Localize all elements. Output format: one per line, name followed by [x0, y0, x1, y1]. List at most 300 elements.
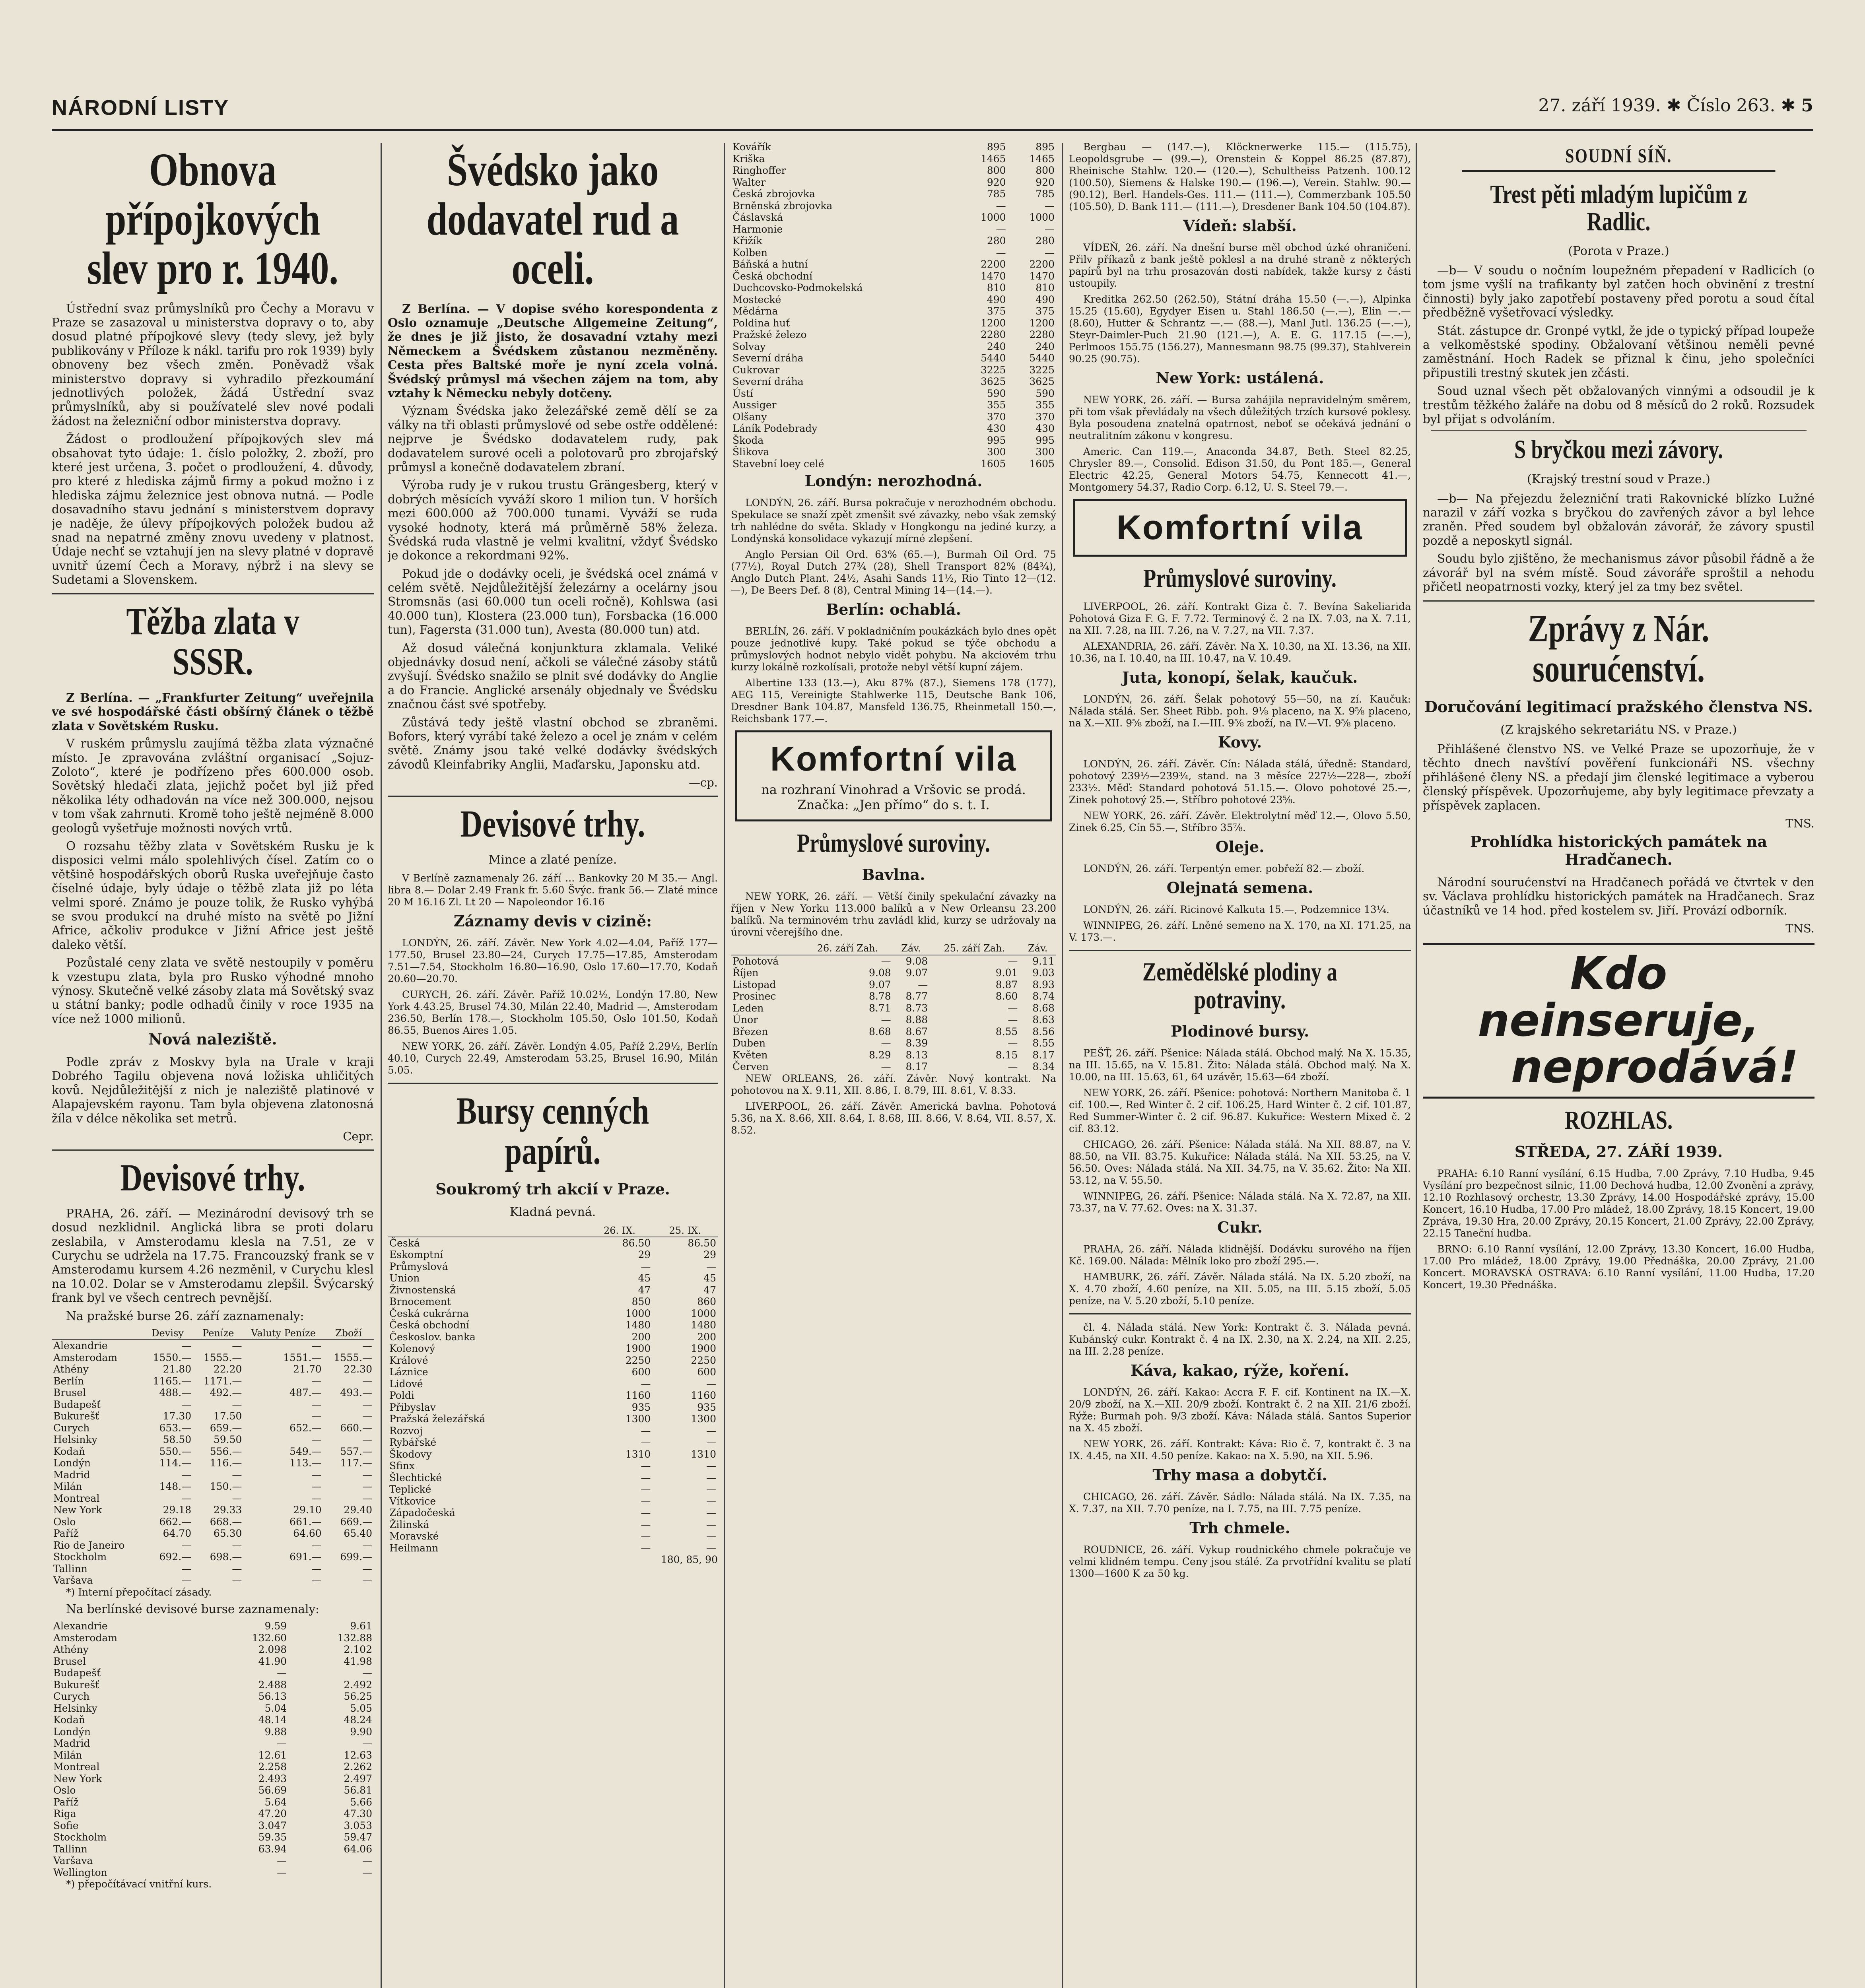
table-cell: — — [881, 1037, 891, 1049]
table-cell: 1160 — [691, 1390, 716, 1402]
table-row — [52, 1656, 374, 1668]
table-cell: — — [362, 1866, 372, 1878]
row-label: Prosinec — [732, 990, 776, 1002]
headline-obnova-slev: Obnova přípojkových slev pro r. 1940. — [87, 144, 338, 294]
table-cell: 86.50 — [688, 1237, 716, 1249]
table-cell: 370 — [1035, 411, 1055, 423]
table-row — [388, 1308, 718, 1320]
table-cell: — — [641, 1460, 651, 1472]
table-row — [388, 1519, 718, 1531]
table-row — [52, 1738, 374, 1749]
row-label: Lidové — [389, 1378, 423, 1390]
table-cell: — — [881, 955, 891, 967]
table-cell: — — [706, 1472, 716, 1483]
row-label: Eskomptní — [389, 1249, 443, 1261]
headline-rozhlas: ROZHLAS. — [1564, 1105, 1673, 1135]
subheading: Berlín: ochablá. — [826, 600, 961, 618]
table-cell: 1000 — [1029, 212, 1055, 223]
table-cell: 22.20 — [213, 1363, 242, 1375]
table-cell: 1300 — [691, 1413, 716, 1425]
table-row — [731, 270, 1056, 282]
table-cell: 12.63 — [344, 1749, 372, 1761]
page-number: 5 — [1801, 95, 1813, 116]
table-row — [52, 1855, 374, 1867]
table-cell: — — [181, 1539, 192, 1551]
row-label: Česká — [389, 1237, 420, 1249]
table-row — [388, 1272, 718, 1284]
table-header-cell: 25. září Zah. — [929, 942, 1019, 955]
table-header-cell — [52, 1327, 142, 1340]
table-cell: — — [232, 1563, 242, 1574]
table-cell: 9.07 — [905, 967, 928, 979]
row-label: Bukurešť — [53, 1679, 99, 1691]
paragraph: Soud uznal všech pět obžalovaných vinnými a odsoudil je k trestům těžkého žaláře na dobu od 8 měsíců do 2 roků. Rozsudek byl přijat s odvoláním. — [1423, 384, 1814, 426]
table-cell: 8.56 — [1032, 1025, 1055, 1037]
table-row — [52, 1820, 374, 1832]
table-row — [388, 1249, 718, 1261]
paragraph: Až dosud válečná konjunktura zklamala. Veliké objednávky dosud není, ačkoli se válečné zásoby států zvyšují. Švédsko snažilo se plnit své dodávky do Anglie a do Francie. Anglické arsenály objednaly ve Švédsku značnou část své spotřeby. — [388, 641, 718, 711]
table-cell: — — [181, 1398, 192, 1410]
table-cell: 1900 — [625, 1343, 651, 1355]
table-row — [731, 329, 1056, 341]
table-cell: 1171.— — [203, 1375, 242, 1387]
table-cell: — — [1045, 200, 1055, 212]
table-cell: 1200 — [1029, 317, 1055, 329]
promo-kdo-neinseruje — [1423, 943, 1814, 1099]
paragraph: LIVERPOOL, 26. září. Závěr. Americká bavlna. Pohotová 5.36, na X. 8.66, XII. 8.64, I. 8.68, III. 8.66, V. 8.64, VII. 8.57, X. 8.52. — [731, 1100, 1056, 1136]
table-cell: 9.61 — [350, 1620, 372, 1632]
classified-ad — [1073, 499, 1407, 557]
table-row — [731, 1049, 1056, 1061]
table-row — [52, 1446, 374, 1458]
table-row — [52, 1691, 374, 1703]
table-row — [52, 1340, 374, 1352]
divider — [52, 593, 374, 594]
row-label: Stockholm — [53, 1551, 107, 1563]
table-cell: 492.— — [210, 1387, 242, 1399]
table-cell: 113.— — [289, 1457, 322, 1469]
table-cell: 1300 — [625, 1413, 651, 1425]
table-row — [52, 1796, 374, 1808]
row-label: Rybářské — [389, 1437, 437, 1448]
table-cell: — — [641, 1260, 651, 1272]
table-cell: — — [706, 1495, 716, 1507]
subheading: Prohlídka historických památek na Hradčanech. — [1470, 832, 1768, 868]
table-cell: — — [362, 1481, 372, 1493]
table-row — [52, 1481, 374, 1493]
table-row — [52, 1516, 374, 1528]
row-label: Montreal — [53, 1761, 100, 1773]
table-row — [731, 200, 1056, 212]
subheading: Nová naleziště. — [148, 1030, 277, 1048]
masthead-rule — [52, 129, 1813, 131]
table-row — [731, 1026, 1056, 1038]
table-row — [731, 188, 1056, 200]
row-label: Kolenový — [389, 1343, 435, 1355]
table-row — [388, 1331, 718, 1343]
table-cell: 47 — [703, 1284, 716, 1296]
headline-devisove-trhy-2: Devisové trhy. — [460, 802, 645, 845]
table-cell: 659.— — [210, 1422, 242, 1434]
table-note: *) přepočítávací vnitřní kurs. — [66, 1878, 212, 1890]
table-cell: 660.— — [340, 1422, 372, 1434]
table-cell: 430 — [1035, 423, 1055, 434]
table-cell: 800 — [987, 165, 1006, 176]
table-cell: 490 — [1035, 293, 1055, 305]
table-cell: 29.33 — [213, 1504, 242, 1516]
paragraph: PRAHA, 26. září. — Mezinárodní devisový trh se dosud nezklidnil. Anglická libra se proti dolaru zeslabila, v Amsterodamu klesla na 7.51, ze v Curychu se udržela na 17.75. Francouzský frank se v Amsterodamu kursem 4.26 nezměnil, v Curychu klesl na 10.02. Dolar se v Amsterodamu zlepšil. Švýcarský frank byl ve všech centrech pevnější. — [52, 1206, 374, 1305]
paragraph: Anglo Persian Oil Ord. 63% (65.—), Burmah Oil Ord. 75 (77½), Royal Dutch 27¾ (28), Shell Transport 82% (84¾), Anglo Dutch Plant. 24½, Asahi Sands 11½, Rio Tinto 12—(12.—), De Beers Def. 8 (8), Central Mining 14—(14.—). — [731, 549, 1056, 596]
table-row — [388, 1437, 718, 1448]
table-cell: — — [277, 1855, 287, 1867]
table-row — [731, 282, 1056, 294]
table-cell: 653.— — [159, 1422, 192, 1434]
row-label: Únor — [732, 1014, 758, 1026]
row-label: Walter — [732, 176, 766, 188]
paragraph: LONDÝN, 26. září. Závěr. Cín: Nálada stálá, úředně: Standard, pohotový 239½—239¾, stand. na 3 měsíce 227½—228—, zboží 233½. Měď: Standard pohotová 51.15.—. Olovo pohotové 25.—, Zinek pohotový 25.—, Stříbro pohotové 23⅝. — [1069, 758, 1411, 806]
row-label: Kodaň — [53, 1445, 85, 1457]
table-cell: 8.67 — [905, 1025, 928, 1037]
table-cell: 65.30 — [213, 1528, 242, 1540]
paragraph: Na berlínské devisové burse zaznamenaly: — [66, 1602, 320, 1616]
table-cell: 8.60 — [995, 990, 1018, 1002]
row-label: Milán — [53, 1749, 82, 1761]
lead-paragraph: Z Berlína. — „Frankfurter Zeitung“ uveřejnila ve své hospodářské části obšírný článek o těžbě zlata v Sovětském Rusku. — [52, 691, 374, 733]
row-label: Bukurešť — [53, 1410, 99, 1422]
paragraph: HAMBURK, 26. září. Závěr. Nálada stálá. Na IX. 5.20 zboží, na X. 4.70 zboží, 4.60 peníze, na XII. 5.05, na III. 5.15 zboží, 5.05 peníze, na V. 5.20 zboží, 5.10 peníze. — [1069, 1271, 1411, 1307]
paragraph: ROUDNICE, 26. září. Vykup roudnického chmele pokračuje ve velmi klidném tempu. Ceny jsou stálé. Za prvotřídní kvalitu se platí 1300—1600 K za 50 kg. — [1069, 1543, 1411, 1579]
paragraph: čl. 4. Nálada stálá. New York: Kontrakt č. 3. Nálada pevná. Kubánský cukr. Kontrakt č. 4 na IX. 2.30, na X. 2.24, na XII. 2.25, na III. 2.28 peníze. — [1069, 1321, 1411, 1357]
table-header-cell: Záv. — [1019, 942, 1056, 955]
table-cell: 8.68 — [1032, 1002, 1055, 1014]
table-cell: — — [277, 1866, 287, 1878]
signature: TNS. — [1785, 816, 1814, 830]
table-header-cell: Devisy — [142, 1327, 193, 1340]
paragraph: NEW YORK, 26. září. — Bursa zahájila nepravidelným směrem, při tom však převládaly na všech důležitých trzích kursové poklesy. Byla posoudena znatelná opatrnost, neboť se očekává jednání o neutralitním zákonu v kongresu. — [1069, 394, 1411, 441]
table-row — [52, 1749, 374, 1761]
table-cell: 5440 — [980, 352, 1006, 364]
table-cell: 21.70 — [293, 1363, 322, 1375]
row-label: Madrid — [53, 1469, 90, 1481]
paragraph: Ústřední svaz průmyslníků pro Čechy a Moravu v Praze se zasazoval u ministerstva dopravy o to, aby dosud platné přípojkové slevy (tedy slevy, jež byly publikovány v Příloze k nákl. tarifu pro rok 1939) byly obnoveny bez všech změn. Poněvadž však ministerstvo dopravy si vyhradilo přezkoumání jednotlivých položek, žádá Ústřední svaz průmyslníků, aby si používatelé slev nové podali žádost na železniční odbor ministerstva dopravy. — [52, 301, 374, 428]
table-cell: 8.55 — [995, 1025, 1018, 1037]
table-cell: 1465 — [1029, 153, 1055, 165]
row-label: Kodaň — [53, 1714, 85, 1726]
paragraph: LONDÝN, 26. září. Kakao: Accra F. F. cif. Kontinent na IX.—X. 20/9 zboží, na X.—XII. 20/9 zboží. Kontrakt č. 2 na XII. 21/6 zboží. Rýže: Burmah poh. 9/3 zboží. Káva: Nálada stálá. Santos Superior na X. 45 zboží. — [1069, 1386, 1411, 1434]
row-label: Tallinn — [53, 1563, 87, 1574]
table-cell: 1465 — [980, 153, 1006, 165]
row-label: Duchcovsko-Podmokelská — [732, 282, 863, 293]
row-label: Brněnská zbrojovka — [732, 200, 833, 212]
table-header-cell: Valuty Peníze — [243, 1327, 323, 1340]
table-row — [731, 435, 1056, 447]
table-row — [52, 1410, 374, 1422]
subheading: Plodinové bursy. — [1170, 1022, 1309, 1040]
subheading: Soukromý trh akcií v Praze. — [435, 1180, 670, 1198]
table-cell: 850 — [631, 1296, 651, 1308]
subheading: Mince a zlaté peníze. — [488, 852, 617, 867]
paragraph: Význam Švédska jako železářské země dělí se za války na tři oblasti průmyslové od sebe ostře oddělené: nejprve je Švédsko dodavatelem rudy, pak dodavatelem surové oceli a polotovarů pro zbrojařský průmysl a konečně dodavatelem zbraní. — [388, 404, 718, 474]
headline-tezba-zlata: Těžba zlata v SSSR. — [126, 600, 299, 683]
row-label: Varšava — [53, 1855, 93, 1867]
row-label: Budapešť — [53, 1667, 101, 1679]
separator-star: ✱ — [1666, 95, 1687, 116]
table-cell: 375 — [1035, 305, 1055, 317]
lead-paragraph: Z Berlína. — V dopise svého korespondenta z Oslo oznamuje „Deutsche Allgemeine Zeitung“, že dnes je již jisto, že dosavadní vztahy mezi Německem a Švédskem zůstanou nezměněny. Cesta přes Baltské moře je nyní zcela volná. Švédský průmysl má všechen zájem na tom, aby vztahy k Německu nebyly dotčeny. — [388, 301, 718, 400]
table-row — [52, 1632, 374, 1644]
table-row — [731, 223, 1056, 235]
table-row — [388, 1448, 718, 1460]
table-cell: 1000 — [691, 1307, 716, 1319]
table-cell: — — [232, 1539, 242, 1551]
table-cell: — — [362, 1375, 372, 1387]
table-cell: 8.73 — [905, 1002, 928, 1014]
table-row — [388, 1261, 718, 1273]
table-cell: 935 — [631, 1401, 651, 1413]
table-cell: 487.— — [289, 1387, 322, 1399]
table-cell: 1555.— — [334, 1351, 372, 1363]
table-row — [388, 1460, 718, 1472]
paragraph: O rozsahu těžby zlata v Sovětském Rusku je k disposici velmi málo spolehlivých čísel. Zatím co o většině hospodářských oborů Ruska uveřejňuje často číselné údaje, byly údaje o těžbě zlata již po léta velmi sporé. Známo je pouze tolik, že Rusko vyhýbá se svou produkcí na druhé místo na světě po Jižní Africe, ačkoliv produkce v Jižní Africe jest ještě daleko větší. — [52, 839, 374, 951]
row-label: Leden — [732, 1002, 764, 1014]
subheading: Trhy masa a dobytčí. — [1152, 1466, 1327, 1484]
table-cell: 29.18 — [163, 1504, 192, 1516]
divider — [1069, 950, 1411, 951]
table-cell: 2.102 — [344, 1644, 372, 1656]
divider — [1431, 430, 1807, 431]
issue-info — [1538, 95, 1813, 116]
table-cell: 8.78 — [868, 990, 891, 1002]
row-label: Tallinn — [53, 1843, 87, 1855]
table-row — [731, 411, 1056, 423]
table-cell: — — [641, 1542, 651, 1554]
table-row — [52, 1434, 374, 1446]
column-2 — [388, 141, 718, 1988]
table-row — [731, 165, 1056, 177]
table-cell: 2250 — [691, 1354, 716, 1366]
row-label: Šlikova — [732, 446, 769, 458]
table-cell: 2200 — [1029, 258, 1055, 270]
table-row — [388, 1319, 718, 1331]
subheading: Vídeň: slabší. — [1183, 217, 1297, 235]
table-cell: 150.— — [210, 1481, 242, 1493]
table-cell: — — [311, 1574, 322, 1586]
table-row — [731, 1061, 1056, 1073]
table-cell: 1310 — [625, 1448, 651, 1460]
signature: TNS. — [1785, 922, 1814, 936]
signature: —cp. — [688, 776, 718, 790]
row-label: Budapešť — [53, 1398, 101, 1410]
stock-table-end: 180, 85, 90 — [661, 1554, 718, 1566]
table-cell: 9.88 — [264, 1726, 287, 1738]
table-cell: 12.61 — [258, 1749, 287, 1761]
table-row — [52, 1773, 374, 1785]
table-cell: 56.25 — [344, 1691, 372, 1703]
table-cell: 590 — [1035, 387, 1055, 399]
table-cell: 895 — [987, 141, 1006, 153]
table-row — [731, 979, 1056, 991]
table-cell: 2250 — [625, 1354, 651, 1366]
table-row — [388, 1343, 718, 1355]
table-cell: 59.35 — [258, 1831, 287, 1843]
table-cell: 2.488 — [258, 1679, 287, 1691]
table-row — [52, 1644, 374, 1656]
table-cell: 5.05 — [350, 1702, 372, 1714]
row-label: Živnostenská — [389, 1284, 456, 1296]
paragraph: V ruském průmyslu zaujímá těžba zlata význačné místo. Je zpravována zvláštní organisací „Sojuz-Zoloto“, které je podřízeno přes 600.000 osob. Sovětský hledači zlata, jejichž počet byl již před několika léty odhadován na více než 300.000, nejsou v tom však zahrnuti. Kromě toho ještě nejméně 8.000 geologů vyšetřuje možnosti nových vrtů. — [52, 737, 374, 835]
row-label: Sofie — [53, 1819, 79, 1831]
row-label: Čáslavská — [732, 212, 783, 223]
table-row — [52, 1363, 374, 1375]
table-row — [731, 153, 1056, 165]
table-cell: 29 — [703, 1249, 716, 1261]
table-cell: 29 — [638, 1249, 651, 1261]
table-row — [52, 1761, 374, 1773]
row-label: Harmonie — [732, 223, 783, 235]
row-label: Moravské — [389, 1530, 439, 1542]
table-cell: 48.14 — [258, 1714, 287, 1726]
table-cell: — — [311, 1410, 322, 1422]
divider — [388, 796, 718, 797]
table-cell: — — [641, 1507, 651, 1519]
paragraph: Bergbau — (147.—), Klöcknerwerke 115.— (115.75), Leopoldsgrube — (99.—), Orenstein & Koppel 86.25 (87.87), Rheinische Stahlw. 120.— (120.—), Schultheiss Patzenh. 100.12 (100.50), Siemens & Halske 190.— (196.—), Verein. Stahlw. 90.— (90.12), Berl. Handels-Ges. 111.— (111.—), Commerzbank 105.50 (105.50), D. Bank 111.— (111.—), Dresdener Bank 104.50 (104.87). — [1069, 141, 1411, 212]
table-row — [52, 1620, 374, 1632]
table-cell: — — [1008, 1061, 1018, 1073]
row-label: Brusel — [53, 1387, 86, 1399]
table-cell: 2.098 — [258, 1644, 287, 1656]
table-cell: 1605 — [980, 458, 1006, 470]
subheading: (Krajský trestní soud v Praze.) — [1527, 472, 1710, 486]
row-label: Olšany — [732, 411, 767, 423]
newspaper-title: NÁRODNÍ LISTY — [52, 96, 229, 120]
paragraph: Kreditka 262.50 (262.50), Státní dráha 15.50 (—.—), Alpinka 15.25 (15.60), Egydyer Eisen u. Stahl 186.50 (—.—), Elin —.— (8.60), Hutter & Schrantz —.— (88.—), Manl Jutl. 136.25 (—.—), Steyr-Daimler-Puch 21.90 (121.—), A. E. G. 117.15 (—.—), Perlmoos 155.75 (156.27), Mannesmann 98.75 (99.37), Stahlverein 90.25 (90.75). — [1069, 293, 1411, 365]
table-row — [52, 1563, 374, 1575]
table-cell: 48.24 — [344, 1714, 372, 1726]
row-label: Duben — [732, 1037, 766, 1049]
table-cell: 8.39 — [905, 1037, 928, 1049]
row-label: Helsinky — [53, 1434, 97, 1446]
paragraph: Albertine 133 (13.—), Aku 87% (87.), Siemens 178 (177), AEG 115, Vereinigte Stahlwerke 115, Deutsche Bank 106, Dresdner Bank 104.87, Mansfeld 136.75, Rheinmetall 150.—, Reichsbank 177.—. — [731, 677, 1056, 724]
table-cell: — — [641, 1518, 651, 1530]
table-cell: 1200 — [980, 317, 1006, 329]
table-cell: — — [706, 1530, 716, 1542]
paragraph: WINNIPEG, 26. září. Pšenice: Nálada stálá. Na X. 72.87, na XII. 73.37, na V. 77.62. Oves: na X. 31.37. — [1069, 1190, 1411, 1214]
row-label: Cukrovar — [732, 364, 780, 376]
column-1 — [52, 141, 374, 1988]
table-header-cell — [731, 942, 802, 955]
table-cell: — — [1008, 1002, 1018, 1014]
row-label: Láník Podebrady — [732, 423, 818, 434]
table-row — [52, 1399, 374, 1411]
table-row — [731, 955, 1056, 967]
table-row — [731, 247, 1056, 259]
table-cell: 355 — [1035, 399, 1055, 411]
table-cell: 3.047 — [258, 1819, 287, 1831]
classified-ad — [735, 730, 1052, 821]
table-row — [731, 341, 1056, 353]
row-label: Paříž — [53, 1528, 79, 1540]
table-cell: 800 — [1035, 165, 1055, 176]
table-cell: — — [996, 223, 1006, 235]
table-row — [52, 1867, 374, 1879]
headline-trest-lupicum: Trest pěti mladým lupičům z Radlic. — [1490, 179, 1747, 236]
table-cell: 2.493 — [258, 1773, 287, 1784]
table-cell: 8.71 — [868, 1002, 891, 1014]
table-cell: — — [181, 1574, 192, 1586]
table-row — [731, 446, 1056, 458]
table-row — [52, 1574, 374, 1586]
paragraph: PRAHA: 6.10 Ranní vysílání, 6.15 Hudba, 7.00 Zprávy, 7.10 Hudba, 9.45 Vysílání pro bezpečnost silnic, 11.00 Dechová hudba, 12.00 Zvonění a zprávy, 12.10 Rozhlasový orchestr, 13.30 Zprávy, 14.00 Hospodářské zprávy, 15.00 Koncert, 16.10 Hudba, 17.00 Pro mládež, 18.00 Zprávy, 18.15 Koncert, 19.00 Zpráva, 19.30 Hra, 20.00 Zprávy, 20.15 Koncert, 21.00 Zprávy, 22.00 Zprávy, 22.15 Taneční hudba. — [1423, 1168, 1814, 1239]
table-cell: — — [362, 1410, 372, 1422]
table-cell: 8.17 — [905, 1061, 928, 1073]
table-row — [731, 1014, 1056, 1026]
paragraph: VÍDEŇ, 26. září. Na dnešní burse měl obchod úzké ohraničení. Přilv příkazů z bank ještě poklesl a na druhé straně z některých papírů byl na trhu prosazován dosti nabídek, takže kursy z části ustoupily. — [1069, 242, 1411, 289]
table-cell: — — [641, 1495, 651, 1507]
table-cell: 240 — [987, 340, 1006, 352]
table-cell: 29.40 — [344, 1504, 372, 1516]
paragraph: —b— Na přejezdu železniční trati Rakovnické blízko Lužné narazil v září vozka s bryčkou do zavřených závor a byl lehce zraněn. Před soudem byl obžalován závorář, že závory spustil pozdě a neposkytl signál. — [1423, 491, 1814, 547]
table-row — [388, 1390, 718, 1402]
subheading: Trh chmele. — [1189, 1518, 1290, 1537]
row-label: Solvay — [732, 340, 766, 352]
paragraph: NEW YORK, 26. září. Pšenice: pohotová: Northern Manitoba č. 1 cif. 100.—, Red Winter č. 2 cif. 106.25, Hard Winter č. 2 cif. 101.87, Red Summer-Winter č. 2 cif. 96.87. Kukuřice: Western Mixed č. 2 cif. 83.12. — [1069, 1087, 1411, 1134]
table-cell: 590 — [987, 387, 1006, 399]
row-label: Květen — [732, 1049, 768, 1061]
table-cell: 995 — [987, 434, 1006, 446]
stock-table — [388, 1225, 718, 1554]
table-cell: 430 — [987, 423, 1006, 434]
table-cell: 8.87 — [995, 978, 1018, 990]
table-row — [52, 1540, 374, 1551]
table-cell: 1470 — [980, 270, 1006, 282]
table-cell: — — [706, 1378, 716, 1390]
table-cell: 669.— — [340, 1516, 372, 1528]
divider — [1423, 600, 1814, 602]
table-cell: 300 — [987, 446, 1006, 458]
table-row — [52, 1375, 374, 1387]
table-cell: 8.93 — [1032, 978, 1055, 990]
table-cell: — — [362, 1539, 372, 1551]
table-row — [388, 1296, 718, 1308]
table-row — [731, 141, 1056, 153]
row-label: Athény — [53, 1363, 89, 1375]
table-row — [52, 1387, 374, 1399]
table-row — [731, 967, 1056, 979]
table-header-cell: 26. IX. — [587, 1225, 653, 1237]
table-cell: 8.77 — [905, 990, 928, 1002]
table-row — [52, 1784, 374, 1796]
table-cell: 935 — [697, 1401, 716, 1413]
table-cell: — — [641, 1425, 651, 1437]
table-cell: 9.08 — [868, 967, 891, 979]
row-label: Poldi — [389, 1390, 414, 1402]
table-cell: — — [641, 1530, 651, 1542]
table-cell: — — [706, 1518, 716, 1530]
table-cell: 785 — [1035, 188, 1055, 200]
table-cell: — — [311, 1434, 322, 1446]
row-label: Athény — [53, 1644, 89, 1656]
section-title-soudni-sin: SOUDNÍ SÍŇ. — [1462, 145, 1776, 172]
table-row — [388, 1483, 718, 1495]
table-cell: 114.— — [159, 1457, 192, 1469]
table-cell: 1470 — [1029, 270, 1055, 282]
table-cell: — — [641, 1472, 651, 1483]
table-cell: 41.98 — [344, 1655, 372, 1667]
table-cell: — — [1008, 955, 1018, 967]
table-row — [731, 388, 1056, 400]
table-row — [388, 1472, 718, 1484]
paragraph: PRAHA, 26. září. Nálada klidnější. Dodávku surového na říjen Kč. 169.00. Nálada: Mělník loko pro zboží 295.—. — [1069, 1243, 1411, 1267]
